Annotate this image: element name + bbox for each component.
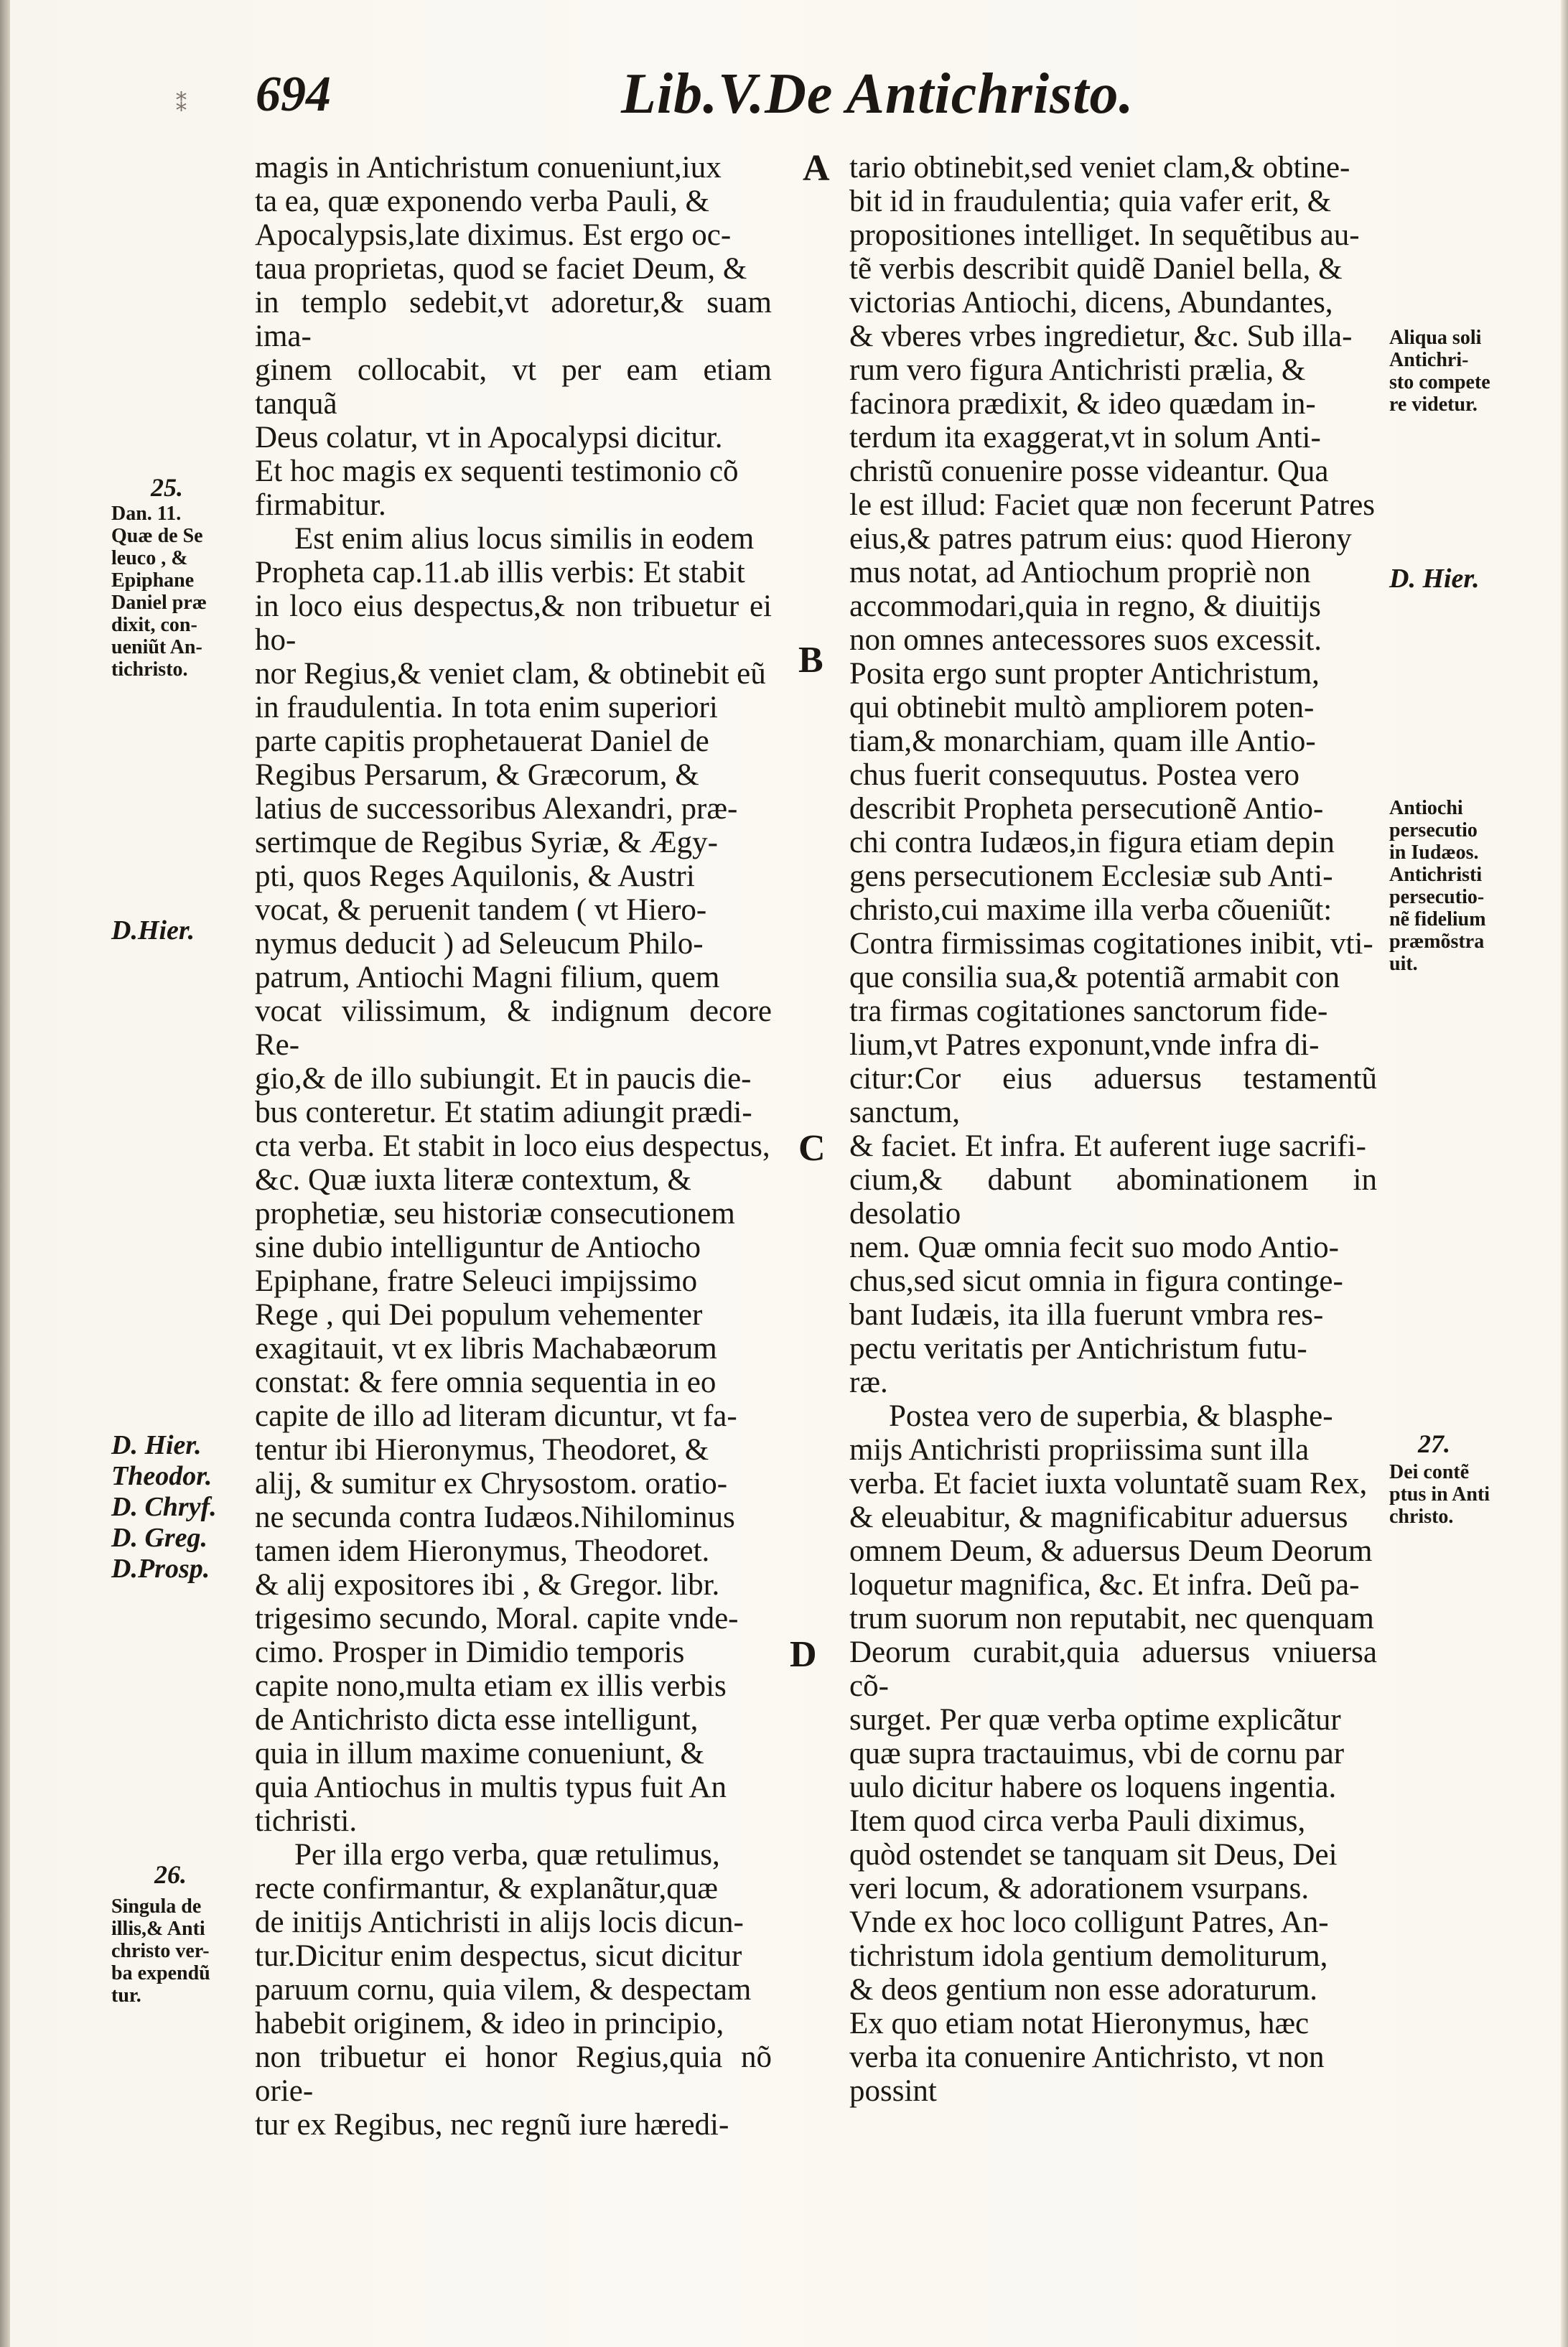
running-title: Lib.V.De Antichristo. <box>621 62 1134 126</box>
margin-note-antiochi: Antiochi persecutio in Iudæos. Antichristi persecutio- nẽ fidelium præmõstra uit. <box>1389 797 1486 975</box>
left-column <box>255 151 772 2142</box>
section-letter-b: B <box>798 640 823 681</box>
left-paragraph-2: Est enim alius locus similis in eodem Propheta cap.11.ab illis verbis: Et stabit in loco eius despectus,& non tribuetur ei ho- nor Regius,& veniet clam, & obtinebit eũ in fraudulentia. In tota enim superiori parte capitis prophetauerat Daniel de Regibus Persarum, & Græcorum, & latius de successoribus Alexandri, præ- sertimque de Regibus Syriæ, & Ægy- pti, quos Reges Aquilonis, & Austri vocat, & peruenit tandem ( vt Hiero- nymus deducit ) ad Seleucum Philo- patrum, Antiochi Magni filium, quem vocat vilissimum, & indignum decore Re- gio,& de illo subiungit. Et in paucis die- bus conteretur. Et statim adiungit prædi- cta verba. Et stabit in loco eius despectus, &c. Quæ iuxta literæ contextum, & prophetiæ, seu historiæ consecutionem sine dubio intelliguntur de Antiocho Epiphane, fratre Seleuci impijssimo Rege , qui Dei populum vehementer exagitauit, vt ex libris Machabæorum constat: & fere omnia sequentia in eo capite de illo ad literam dicuntur, vt fa- tentur ibi Hieronymus, Theodoret, & alij, & sumitur ex Chrysostom. oratio- ne secunda contra Iudæos.Nihilominus tamen idem Hieronymus, Theodoret. & alij expositores ibi , & Gregor. libr. trigesimo secundo, Moral. capite vnde- cimo. Prosper in Dimidio temporis capite nono,multa etiam ex illis verbis de Antichristo dicta esse intelligunt, quia in illum maxime conueniunt, & quia Antiochus in multis typus fuit An tichristi. <box>255 522 772 1838</box>
margin-note-authors: D. Hier. Theodor. D. Chryf. D. Greg. D.Prosp. <box>111 1430 217 1584</box>
right-column <box>849 151 1377 2108</box>
page-left-edge <box>0 0 10 2347</box>
margin-note-hier-right: D. Hier. <box>1389 564 1480 594</box>
margin-number-27: 27. <box>1418 1429 1450 1458</box>
left-paragraph-1: magis in Antichristum conueniunt,iux ta ea, quæ exponendo verba Pauli, & Apocalypsis,late diximus. Est ergo oc- taua proprietas, quod se faciet Deum, & in templo sedebit,vt adoretur,& suam ima- ginem collocabit, vt per eam etiam tanquã Deus colatur, vt in Apocalypsi dicitur. Et hoc magis ex sequenti testimonio cõ firmabitur. <box>255 151 772 522</box>
margin-note-singula: Singula de illis,& Anti christo ver- ba expendũ tur. <box>111 1895 210 2007</box>
margin-note-hier: D.Hier. <box>111 915 195 946</box>
page-right-edge <box>1561 0 1568 2347</box>
margin-number-26: 26. <box>154 1860 187 1889</box>
margin-note-aliqua: Aliqua soli Antichri- sto compete re videtur. <box>1389 327 1490 416</box>
margin-note-dei-contemptus: Dei contẽ ptus in Anti christo. <box>1389 1461 1490 1528</box>
left-paragraph-3: Per illa ergo verba, quæ retulimus, recte confirmantur, & explanãtur,quæ de initijs Antichristi in alijs locis dicun- tur.Dicitur enim despectus, sicut dicitur paruum cornu, quia vilem, & despectam habebit originem, & ideo in principio, non tribuetur ei honor Regius,quia nõ orie- tur ex Regibus, nec regnũ iure hæredi- <box>255 1838 772 2142</box>
section-letter-a: A <box>803 148 830 189</box>
margin-number-25: 25. <box>151 473 183 502</box>
ornament-mark: ⁑ <box>176 93 187 116</box>
right-paragraph-1: tario obtinebit,sed veniet clam,& obtine- bit id in fraudulentia; quia vafer erit, & propositiones intelliget. In sequẽtibus au- tẽ verbis describit quidẽ Daniel bella, & victorias Antiochi, dicens, Abundantes, & vberes vrbes ingredietur, &c. Sub illa- rum vero figura Antichristi prælia, & facinora prædixit, & ideo quædam in- terdum ita exaggerat,vt in solum Anti- christũ conuenire posse videantur. Qua le est illud: Faciet quæ non fecerunt Patres eius,& patres patrum eius: quod Hierony mus notat, ad Antiochum propriè non accommodari,quia in regno, & diuitijs non omnes antecessores suos excessit. Posita ergo sunt propter Antichristum, qui obtinebit multò ampliorem poten- tiam,& monarchiam, quam ille Antio- chus fuerit consequutus. Postea vero describit Propheta persecutionẽ Antio- chi contra Iudæos,in figura etiam depin gens persecutionem Ecclesiæ sub Anti- christo,cui maxime illa verba cõueniũt: Contra firmissimas cogitationes inibit, vti- que consilia sua,& potentiã armabit con tra firmas cogitationes sanctorum fide- lium,vt Patres exponunt,vnde infra di- citur:Cor eius aduersus testamentũ sanctum, & faciet. Et infra. Et auferent iuge sacrifi- cium,& dabunt abominationem in desolatio nem. Quæ omnia fecit suo modo Antio- chus,sed sicut omnia in figura continge- bant Iudæis, ita illa fuerunt vmbra res- pectu veritatis per Antichristum futu- ræ. <box>849 151 1377 1399</box>
page-number: 694 <box>256 67 331 122</box>
section-letter-d: D <box>790 1634 817 1675</box>
right-paragraph-2: Postea vero de superbia, & blasphe- mijs Antichristi propriissima sunt illa verba. Et faciet iuxta voluntatẽ suam Rex, & eleuabitur, & magnificabitur aduersus omnem Deum, & aduersus Deum Deorum loquetur magnifica, &c. Et infra. Deũ pa- trum suorum non reputabit, nec quenquam Deorum curabit,quia aduersus vniuersa cõ- surget. Per quæ verba optime explicãtur quæ supra tractauimus, vbi de cornu par uulo dicitur habere os loquens ingentia. Item quod circa verba Pauli diximus, quòd ostendet se tanquam sit Deus, Dei veri locum, & adorationem vsurpans. Vnde ex hoc loco colligunt Patres, An- tichristum idola gentium demoliturum, & deos gentium non esse adoraturum. Ex quo etiam notat Hieronymus, hæc verba ita conuenire Antichristo, vt non possint <box>849 1399 1377 2108</box>
margin-note-daniel: Dan. 11. Quæ de Se leuco , & Epiphane Daniel præ dixit, con- ueniũt An- tichristo. <box>111 503 207 681</box>
section-letter-c: C <box>798 1128 826 1169</box>
